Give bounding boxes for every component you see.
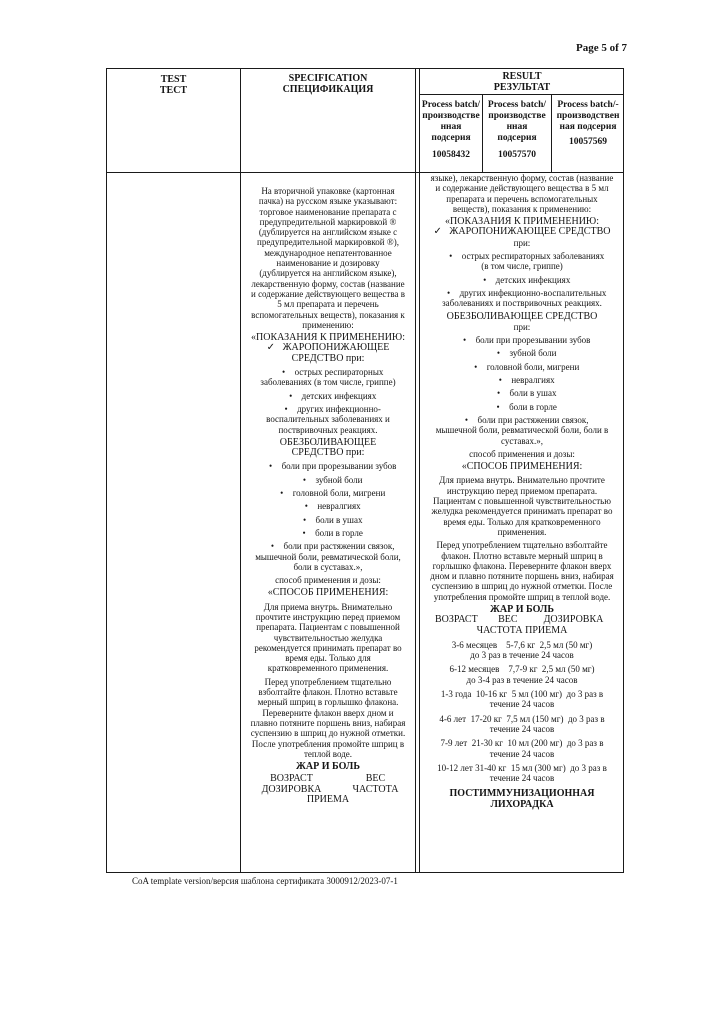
batch-3: Process batch/- производствен ная подсерия 10057569 (556, 100, 620, 147)
check-icon: ✓ (433, 226, 442, 238)
result-text: языке), лекарственную форму, состав (название и содержание действующего вещества в 5 мл препарата и перечень вспомогательных веществ), показания к применению: «ПОКАЗАНИЯ К ПРИМЕНЕНИЮ: ✓ ЖАРОПОНИЖАЮЩЕЕ СРЕДСТВО при: • острых респираторных заболеваниях (в том числе, гриппе) • детских инфекциях • других инфекционно-воспалительных заболеваниях и поствривочных реакциях. ОБЕЗБОЛИВАЮЩЕЕ СРЕДСТВО при: • боли при прорезывании зубов • зубной боли • головной боли, мигрени • невралгиях • боли в ушах • боли в горле • боли при растяжении связок, мышечной боли, ревматической боли, боли в суставах.», способ применения и дозы: «СПОСОБ ПРИМЕНЕНИЯ: Для приема внутрь. Внимательно прочтите инструкцию перед приемом препарата. Пациентам с повышенной чувствительностью желудка рекомендуется принимать препарат во время еды. Только для кратковременного применения. Перед употреблением тщательно взболтайте флакон. Плотно вставьте мерный шприц в горлышко флакона. Переверните флакон вверх дном и плавно потяните поршень вниз, набирая суспензию в шприц до нужной отметки. После употребления промойте шприц в теплой воде. ЖАР И БОЛЬ ВОЗРАСТ ВЕС ДОЗИРОВКА ЧАСТОТА ПРИЕМА 3-6 месяцев 5-7,6 кг 2,5 мл (50 мг) до 3 раз в течение 24 часов 6-12 месяцев 7,7-9 кг 2,5 мл (50 мг) до 3-4 раз в течение 24 часов 1-3 года 10-16 кг 5 мл (100 мг) до 3 раз в течение 24 часов 4-6 лет 17-20 кг 7,5 мл (150 мг) до 3 раз в течение 24 часов 7-9 лет 21-30 кг 10 мл (200 мг) до 3 раз в течение 24 часов 10-12 лет 31-40 кг 15 мл (300 мг) до 3 раз в течение 24 часов ПОСТИММУНИЗАЦИОННАЯ ЛИХОРАДКА (421, 173, 623, 810)
spec-text: На вторичной упаковке (картонная пачка) на русском языке указывают: торговое наименование препарата с предупредительной маркировкой ® (дублируется на английском языке с предупредительной маркировкой ®), международное непатентованное наименование и дозировку (дублируется на английском языке), лекарственную форму, состав (название и содержание действующего вещества в 5 мл препарата и перечень вспомогательных веществ), показания к применению: «ПОКАЗАНИЯ К ПРИМЕНЕНИЮ: ✓ ЖАРОПОНИЖАЮЩЕЕ СРЕДСТВО при: • острых респираторных заболеваниях (в том числе, гриппе) • детских инфекциях • других инфекционно- воспалительных заболеваниях и поствривочных реакциях. ОБЕЗБОЛИВАЮЩЕЕ СРЕДСТВО при: • боли при прорезывании зубов • зубной боли • головной боли, мигрени • невралгиях • боли в ушах • боли в горле • боли при растяжении связок, мышечной боли, ревматической боли, боли в суставах.», способ применения и дозы: «СПОСОБ ПРИМЕНЕНИЯ: Для приема внутрь. Внимательно прочтите инструкцию перед приемом препарата. Пациентам с повышенной чувствительностью желудка рекомендуется принимать препарат во время еды. Только для кратковременного применения. Перед употреблением тщательно взболтайте флакон. Плотно вставьте мерный шприц в горлышко флакона. Переверните флакон вверх дном и плавно потяните поршень вниз, набирая суспензию в шприц до нужной отметки. После употребления промойте шприц в теплой воде. ЖАР И БОЛЬ ВОЗРАСТ ВЕС ДОЗИРОВКА ЧАСТОТА ПРИЕМА (250, 186, 406, 806)
batch-1: Process batch/ производстве нная подсерия 10058432 (421, 100, 481, 160)
dose-row: 6-12 месяцев 7,7-9 кг 2,5 мл (50 мг) до 3-4 раз в течение 24 часов (449, 664, 595, 685)
batch-2: Process batch/ производстве нная подсерия 10057570 (487, 100, 547, 160)
dose-row: 4-6 лет 17-20 кг 7,5 мл (150 мг) до 3 раз в течение 24 часов (439, 713, 605, 734)
dose-row: 7-9 лет 21-30 кг 10 мл (200 мг) до 3 раз в течение 24 часов (440, 738, 604, 759)
dose-row: 10-12 лет 31-40 кг 15 мл (300 мг) до 3 раз в течение 24 часов (437, 762, 607, 784)
page-number: Page 5 of 7 (576, 42, 628, 54)
bullet-icon: • (281, 367, 286, 378)
spec-header: SPECIFICATION СПЕЦИФИКАЦИЯ (282, 73, 374, 95)
check-icon: ✓ (266, 342, 276, 354)
result-header: RESULT РЕЗУЛЬТАТ (493, 71, 551, 93)
dose-row: 3-6 месяцев 5-7,6 кг 2,5 мл (50 мг) до 3 раз в течение 24 часов (451, 639, 593, 661)
dose-row: 1-3 года 10-16 кг 5 мл (100 мг) до 3 раз в течение 24 часов (440, 689, 604, 710)
footer-template-version: CoA template version/версия шаблона сертификата 3000912/2023-07-1 (132, 876, 398, 886)
test-header: TEST ТЕСТ (159, 74, 188, 96)
